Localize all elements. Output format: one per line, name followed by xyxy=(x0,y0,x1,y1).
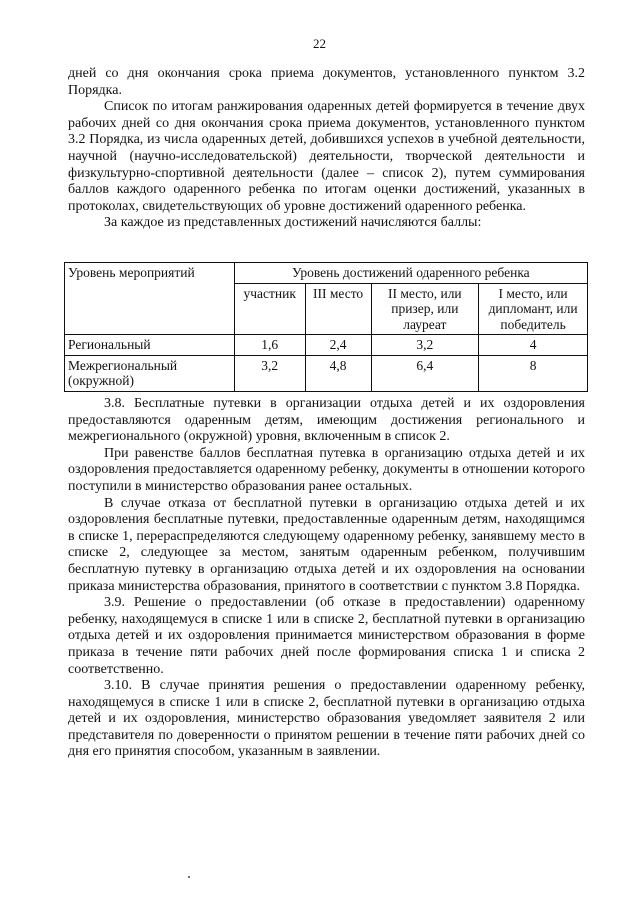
text-block-top xyxy=(68,66,585,232)
paragraph-3-9: 3.9. Решение о предоставлении (об отказе в предоставлении) одаренному ребенку, находящемуся в списке 1 или в списке 2, бесплатной путевки в организацию отдыха детей и их оздоровления принимается министерством образования в форме приказа в течение пяти рабочих дней после формирования списка 1 и списка 2 соответственно. xyxy=(68,595,585,677)
table-cell: 3,2 xyxy=(371,335,479,356)
table-cell: 3,2 xyxy=(234,355,305,391)
paragraph-list2-formation: Список по итогам ранжирования одаренных детей формируется в течение двух рабочих дней со дня окончания срока приема документов, установленного пунктом 3.2 Порядка, из числа одаренных детей, добившихся успехов в учебной деятельности, научной (научно-исследовательской) деятельности, творческой деятельности и физкультурно-спортивной деятельности (далее – список 2), путем суммирования баллов каждого одаренного ребенка по итогам оценки достижений, указанных в протоколах, свидетельствующих об уровне достижений одаренного ребенка. xyxy=(68,99,585,214)
subheader-first-place: I место, или дипломант, или победитель xyxy=(479,283,588,335)
paragraph-equal-points: При равенстве баллов бесплатная путевка в организацию отдыха детей и их оздоровления предоставляется одаренному ребенку, документы в отношении которого поступили в министерство образования ранее остальных. xyxy=(68,445,585,494)
subheader-second-place: II место, или призер, или лауреат xyxy=(371,283,479,335)
scan-speck xyxy=(188,876,190,878)
row-level-label: Региональный xyxy=(65,335,235,356)
subheader-participant: участник xyxy=(234,283,305,335)
table-row xyxy=(65,335,588,356)
page-number: 22 xyxy=(313,36,326,51)
paragraph-3-10: 3.10. В случае принятия решения о предоставлении одаренному ребенку, находящемуся в списке 1 или в списке 2, бесплатной путевки в организацию отдыха детей и их оздоровления, министерство образования уведомляет заявителя 2 или представителя по доверенности о принятом решении в течение пяти рабочих дней со дня его принятия способом, указанным в заявлении. xyxy=(68,678,585,760)
table-cell: 1,6 xyxy=(234,335,305,356)
table-cell: 8 xyxy=(479,355,588,391)
table-row xyxy=(65,355,588,391)
paragraph-refusal: В случае отказа от бесплатной путевки в организацию отдыха детей и их оздоровления бесплатные путевки, предоставленные одаренным детям, находящимся в списке 1, перераспределяются следующему одаренному ребенку, занявшему место в списке 2, следующее за местом, занятым одаренным ребенком, получившим бесплатную путевку в организацию отдыха детей и их оздоровления на основании приказа министерства образования, принятого в соответствии с пунктом 3.8 Порядка. xyxy=(68,495,585,594)
row-level-label: Межрегиональный (окружной) xyxy=(65,355,235,391)
subheader-third-place: III место xyxy=(305,283,371,335)
text-block-bottom xyxy=(68,396,585,761)
table-header-row xyxy=(65,263,588,284)
paragraph-continuation: дней со дня окончания срока приема документов, установленного пунктом 3.2 Порядка. xyxy=(68,66,585,98)
table-cell: 2,4 xyxy=(305,335,371,356)
header-event-level: Уровень мероприятий xyxy=(65,263,235,335)
header-achievement-level: Уровень достижений одаренного ребенка xyxy=(234,263,587,284)
paragraph-points-intro: За каждое из представленных достижений начисляются баллы: xyxy=(104,215,482,231)
table-cell: 6,4 xyxy=(371,355,479,391)
table-cell: 4,8 xyxy=(305,355,371,391)
points-table xyxy=(64,262,588,392)
paragraph-3-8: 3.8. Бесплатные путевки в организации отдыха детей и их оздоровления предоставляются одаренным детям, имеющим достижения регионального и межрегионального (окружной) уровня, включенным в список 2. xyxy=(68,396,585,445)
table-cell: 4 xyxy=(479,335,588,356)
